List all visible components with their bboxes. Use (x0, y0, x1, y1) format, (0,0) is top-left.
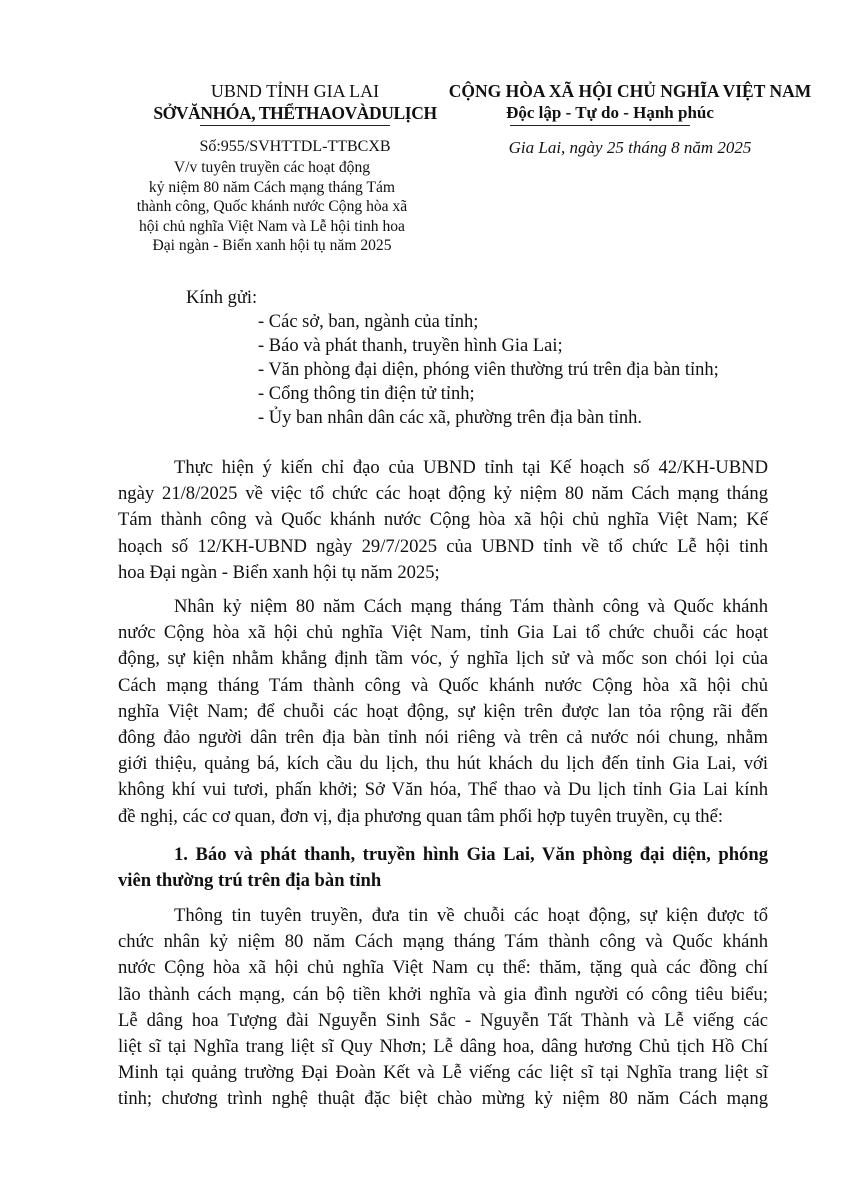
text-line: hoạch số 12/KH-UBND ngày 29/7/2025 của UBND tỉnh về tổ chức Lễ hội tinh (118, 535, 768, 557)
text-line: không khí vui tươi, phấn khởi; Sở Văn hóa, Thể thao và Du lịch tỉnh Gia Lai kính (118, 779, 768, 801)
national-title: CỘNG HÒA XÃ HỘI CHỦ NGHĨA VIỆT NAM (448, 81, 812, 101)
text-line: Thông tin tuyên truyền, đưa tin về chuỗi các hoạt động, sự kiện được tổ (174, 905, 768, 926)
recipients-list (258, 310, 798, 430)
section-heading-1 (118, 842, 768, 894)
subject-line: hội chủ nghĩa Việt Nam và Lễ hội tinh hoa (139, 217, 405, 235)
issuing-authority: UBND TỈNH GIA LAI (210, 81, 380, 101)
recipient-item: - Cổng thông tin điện tử tỉnh; (258, 384, 475, 404)
recipient-item: - Báo và phát thanh, truyền hình Gia Lai; (258, 336, 563, 356)
text-line: nghĩa Việt Nam; để chuỗi các hoạt động, sự kiện trên được lan tỏa rộng rãi đến (118, 700, 768, 722)
document-subject (112, 158, 432, 256)
heading-line: 1. Báo và phát thanh, truyền hình Gia Lai, Văn phòng đại diện, phóng (174, 844, 768, 865)
text-line: lão thành cách mạng, cán bộ tiền khởi nghĩa và gia đình người có công tiêu biểu; (118, 983, 768, 1005)
text-line: Minh tại quảng trường Đại Đoàn Kết và Lễ viếng các liệt sĩ tại Nghĩa trang liệt sĩ (118, 1062, 768, 1084)
text-line: giới thiệu, quảng bá, kích cầu du lịch, thu hút khách du lịch đến tỉnh Gia Lai, với (118, 753, 768, 775)
text-line: động, sự kiện nhằm khẳng định tầm vóc, ý nghĩa lịch sử và mốc son chói lọi của (118, 648, 768, 670)
text-line: Thực hiện ý kiến chỉ đạo của UBND tỉnh tại Kế hoạch số 42/KH-UBND (174, 457, 768, 478)
text-line: Cách mạng tháng Tám thành công và Quốc khánh nước Cộng hòa xã hội chủ (118, 674, 768, 696)
document-number: Số:955/SVHTTDL-TTBCXB (199, 138, 391, 155)
text-line: đông đảo người dân trên địa bàn tỉnh nói riêng và trên cả nước nói chung, nhằm (118, 727, 768, 749)
paragraph-implementation (118, 455, 768, 586)
recipient-item: - Văn phòng đại diện, phóng viên thường trú trên địa bàn tỉnh; (258, 360, 719, 380)
subject-line: kỷ niệm 80 năm Cách mạng tháng Tám (148, 178, 396, 196)
text-line: Lễ dâng hoa Tượng đài Nguyễn Sinh Sắc - Nguyễn Tất Thành và Lễ viếng các (118, 1009, 768, 1031)
department-underline (200, 125, 390, 126)
subject-line: thành công, Quốc khánh nước Cộng hòa xã (136, 198, 408, 216)
text-line: tỉnh; chương trình nghệ thuật đặc biệt chào mừng kỷ niệm 80 năm Cách mạng (118, 1088, 768, 1110)
text-line: chức nhân kỷ niệm 80 năm Cách mạng tháng Tám thành công và Quốc khánh (118, 931, 768, 953)
national-motto: Độc lập - Tự do - Hạnh phúc (506, 103, 714, 122)
recipients-label: Kính gửi: (186, 288, 258, 308)
text-line: Tám thành công và Quốc khánh nước Cộng hòa xã hội chủ nghĩa Việt Nam; Kế (118, 509, 768, 531)
paragraph-media-coverage (118, 903, 768, 1113)
text-line: nước Cộng hòa xã hội chủ nghĩa Việt Nam, tỉnh Gia Lai tổ chức chuỗi các hoạt (118, 622, 768, 644)
motto-underline (510, 125, 690, 126)
subject-line: V/v tuyên truyền các hoạt động (173, 159, 371, 176)
recipient-item: - Ủy ban nhân dân các xã, phường trên địa bàn tỉnh. (258, 408, 643, 428)
text-line: nước Cộng hòa xã hội chủ nghĩa Việt Nam cụ thể: thăm, tặng quà các đồng chí (118, 957, 768, 979)
paragraph-occasion (118, 594, 768, 830)
text-line: Nhân kỷ niệm 80 năm Cách mạng tháng Tám thành công và Quốc khánh (174, 596, 768, 617)
heading-line: viên thường trú trên địa bàn tỉnh (118, 870, 382, 892)
text-line: liệt sĩ tại Nghĩa trang liệt sĩ Quy Nhơn; Lễ dâng hoa, dâng hương Chủ tịch Hồ Chí (118, 1036, 768, 1058)
subject-line: Đại ngàn - Biển xanh hội tụ năm 2025 (152, 237, 392, 255)
place-and-date: Gia Lai, ngày 25 tháng 8 năm 2025 (508, 138, 752, 157)
text-line: hoa Đại ngàn - Biển xanh hội tụ năm 2025; (118, 561, 440, 583)
recipient-item: - Các sở, ban, ngành của tỉnh; (258, 312, 479, 332)
issuing-department: SỞVĂNHÓA, THỂTHAOVÀDULỊCH (153, 103, 437, 123)
text-line: ngày 21/8/2025 về việc tổ chức các hoạt động kỷ niệm 80 năm Cách mạng tháng (118, 483, 768, 505)
text-line: đề nghị, các cơ quan, đơn vị, địa phương quan tâm phối hợp tuyên truyền, cụ thể: (118, 805, 724, 827)
